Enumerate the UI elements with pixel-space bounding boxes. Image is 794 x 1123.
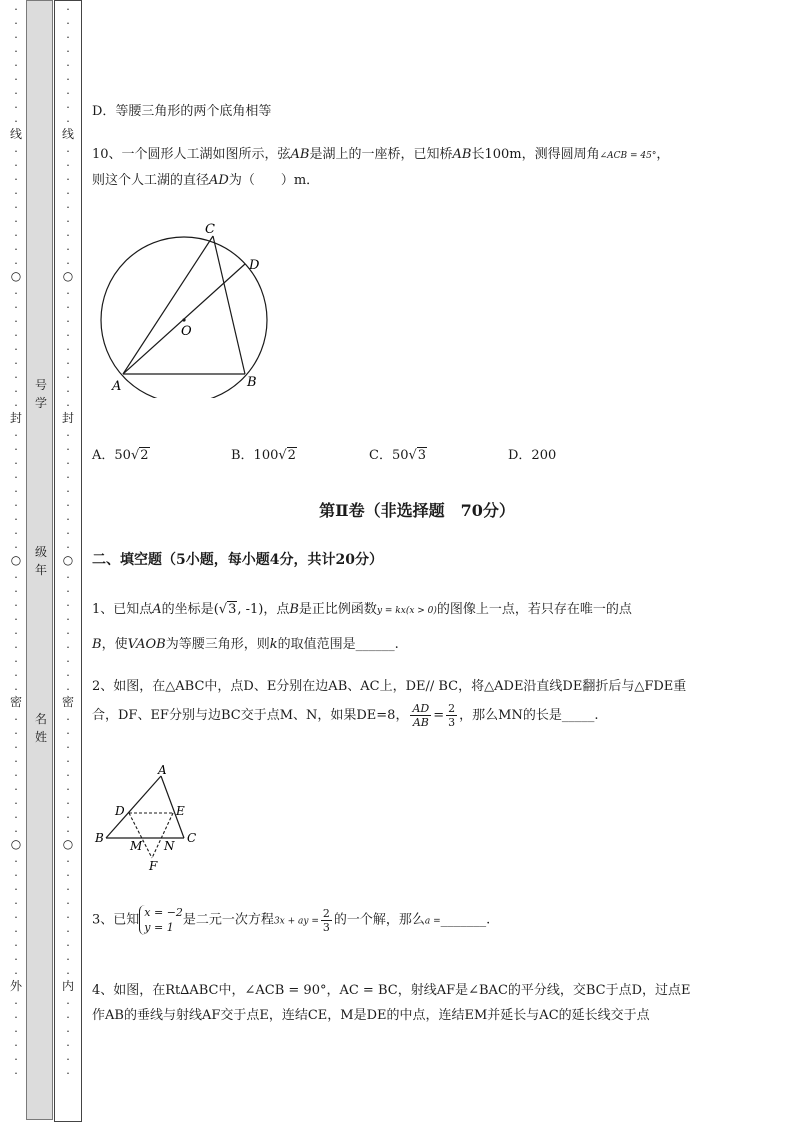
field-label-name: 名姓 [34, 712, 47, 744]
fill-q3-line: 3、已知 x = −2 y = 1 是二元一次方程3x + ay = $\frac{2}{3}$ 的一个解，那么a =_______. [92, 906, 491, 934]
fraction-ad-ab: $\frac{AD}{AB}$ [412, 702, 430, 729]
inner-mark-circle: ○ [62, 553, 74, 567]
fraction-two-thirds: $\frac{2}{3}$ [448, 702, 456, 729]
fill-q2-line2: 合，DF、EF分别与边BC交于点M、N，如果DE=8， $\frac{AD}{AB}$ = $\frac{2}{3}$ ，那么MN的长是_____. [92, 702, 599, 729]
label-b: B [247, 375, 257, 390]
angle-acb: ∠ACB = 45° [599, 151, 657, 161]
inner-mark-feng: 封 [61, 411, 74, 425]
q10-option-d: D．200 [508, 448, 557, 463]
inner-mark-circle: ○ [62, 837, 74, 851]
field-label-grade: 级年 [34, 545, 47, 577]
label-b: B [95, 831, 104, 845]
inner-mark-mi: 密 [61, 695, 74, 709]
fraction-two-thirds: $\frac{2}{3}$ [322, 906, 330, 934]
fill-q4-line1: 4、如图，在Rt∆ABC中，∠ACB = 90°，AC = BC，射线AF是∠BAC的平分线，交BC于点D，过点E [92, 983, 691, 998]
label-e: E [176, 804, 185, 818]
fill-q1-line2: B，使VAOB为等腰三角形，则k的取值范围是______. [92, 637, 399, 652]
label-c: C [187, 831, 197, 845]
inner-mark-xian: 线 [61, 127, 74, 141]
equation-system: x = −2 y = 1 [139, 905, 183, 935]
inner-mark-circle: ○ [62, 269, 74, 283]
outer-mark-wai: 外 [9, 979, 22, 993]
q10-circle-figure [98, 218, 278, 398]
q10-option-b: B．100√2 [231, 448, 296, 463]
fill-q2-line1: 2、如图，在△ABC中，点D、E分别在边AB、AC上，DE// BC，将△ADE沿直线DE翻折后与△FDE重 [92, 679, 687, 694]
label-c: C [205, 222, 215, 237]
field-label-student-number: 号学 [34, 378, 47, 410]
label-n: N [164, 839, 175, 853]
outer-mark-circle: ○ [10, 837, 22, 851]
outer-mark-mi: 密 [9, 695, 22, 709]
section2-title: 二、填空题（5小题，每小题4分，共计20分） [92, 552, 383, 568]
outer-mark-circle: ○ [10, 553, 22, 567]
fill-q4-line2: 作AB的垂线与射线AF交于点E，连结CE，M是DE的中点，连结EM并延长与AC的延长线交于点 [92, 1008, 650, 1023]
center-o-point [182, 318, 185, 321]
segment-cb [213, 236, 245, 374]
inner-dotted-margin: . . . . . . . . . 线 . . . . . . . . . ○ . . . . . . . . . 封 . . . . . . . . . ○ . . . . . . . . . 密 . . . . . . . . . ○ . . . . . . . . . 内 . . . . . . [61, 0, 74, 1077]
label-o: O [181, 324, 192, 339]
label-m: M [130, 839, 143, 853]
q10-option-c: C．50√3 [369, 448, 427, 463]
q10-option-a: A．50√2 [92, 448, 149, 463]
q9-option-d: D．等腰三角形的两个底角相等 [92, 104, 272, 119]
outer-mark-circle: ○ [10, 269, 22, 283]
inner-mark-nei: 内 [61, 979, 74, 993]
label-d: D [249, 258, 260, 273]
label-a: A [112, 379, 122, 394]
q2-triangle-figure [94, 762, 204, 874]
part2-title: 第Ⅱ卷（非选择题 70分） [319, 501, 515, 520]
outer-mark-feng: 封 [9, 411, 22, 425]
label-f: F [149, 859, 158, 873]
q10-line2: 则这个人工湖的直径AD为（ ）m． [92, 173, 320, 188]
q10-line1: 10、一个圆形人工湖如图所示，弦AB是湖上的一座桥，已知桥AB长100m，测得圆周角∠ACB = 45°， [92, 147, 670, 162]
fill-q1-line1: 1、已知点A的坐标是(√3, -1)，点B是正比例函数y = kx(x > 0)的图像上一点，若只存在唯一的点 [92, 602, 632, 617]
outer-mark-xian: 线 [9, 127, 22, 141]
label-d: D [115, 804, 125, 818]
outer-dotted-margin: . . . . . . . . . 线 . . . . . . . . . ○ . . . . . . . . . 封 . . . . . . . . . ○ . . . . . . . . . 密 . . . . . . . . . ○ . . . . . . . . . 外 . . . . . . [9, 0, 22, 1077]
label-a: A [158, 763, 167, 777]
